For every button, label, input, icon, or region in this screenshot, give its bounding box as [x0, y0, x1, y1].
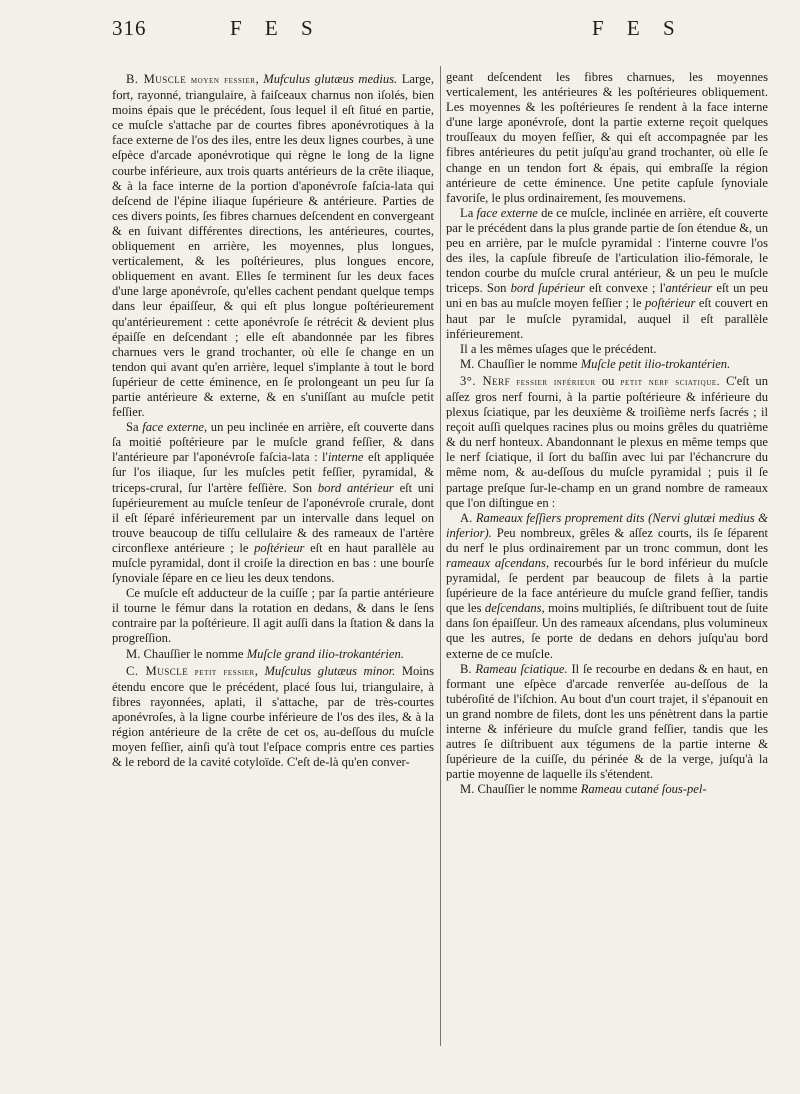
paragraph-chaussier: M. Chauſſier le nomme Muſcle grand ilio-trokantérien. — [126, 646, 404, 661]
page-number: 316 — [112, 16, 147, 40]
paragraph-petit-fessier: C. Muscle petit fessier, Muſculus glutæus minor. Moins étendu encore que le précédent, placé ſous lui, triangulaire, à fibres rayonnées, aplati, il s'attache, par de très-courtes aponévroſes, à la ligne courbe inférieure de l'os des iles, & à la région antérieure de la crête de cet os, au-deſſous du muſcle moyen feſſier, ainſi qu'à tout l'eſpace compris entre ces parties & le rebord de la cavité cotyloïde. C'eſt de-là qu'en conver- — [112, 663, 435, 770]
paragraph-text: Large, fort, rayonné, triangulaire, à faiſceaux charnus non iſolés, bien moins épais que le précédent, ſous lequel il eſt ſitué en partie, ce muſcle s'attache par de courtes fibres aponévrotiques à la face externe de l'os des iles, entre les deux lignes courbes, à une eſpèce d'arcade aponévrotique qui règne le long de la ligne courbe inférieure, aux trois quarts antérieurs de la crête iliaque, & à la face interne de la portion d'aponévroſe faſcia-lata qui deſcend de l'épine iliaque ſupérieure & antérieure. Parties de ces divers points, ſes fibres charnues deſcendent en convergeant & en ſuivant différentes directions, les antérieures, courtes, obliquement en arrière, les moyennes, plus longues, verticalement, & les poſtérieures, plus longues encore, obliquement en avant. Elles ſe terminent ſur les deux faces d'une large aponévroſe, qu'elles cachent pendant quelque temps dans leur épaiſſeur, & qui eſt plus longue poſtérieurement qu'antérieurement : cette aponévroſe ſe rétrécit & devient plus épaiſſe en deſcendant ; elle eſt abandonnée par les fibres charnues vers le grand trochanter, où elle ſe change en un tendon qui avant qu'en arrière, lequel s'implante à tout le bord ſupérieur de cette éminence, en ſe prolongeant un peu ſur ſa partie antérieure & externe, & en s'uniſſant au muſcle petit feſſier. — [112, 72, 435, 420]
paragraph-face-externe: Sa face externe, un peu inclinée en arrière, eſt couverte dans ſa moitié poſtérieure par le muſcle grand feſſier, & dans l'antérieure par l'aponévroſe faſcia-lata : l'interne eſt appliquée ſur l'os iliaque, ſur les muſcles petit feſſier, pyramidal, & triceps-crural, ſur l'artère feſſière. Son bord antérieur eſt uni ſupérieurement au muſcle tenſeur de l'aponévroſe crurale, dont il eſt ſéparé inférieurement par un intervalle dans lequel on trouve beaucoup de tiſſu cellulaire & des rameaux de l'artère circonflexe antérieure ; le poſtérieur eſt en haut parallèle au muſcle pyramidal, dont il croiſe la direction en bas : une bourſe ſynoviale ſépare en ce lieu les deux tendons. — [112, 420, 435, 586]
running-head-left: F E S — [230, 16, 322, 40]
section-head: C. Muscle — [126, 663, 189, 678]
right-column — [446, 70, 768, 798]
latin-name: Mufculus glutæus medius. — [263, 72, 398, 86]
paragraph-face-externe-petit: La face externe de ce muſcle, inclinée en arrière, eſt couverte par le précédent dans la plus grande partie de ſon étendue &, un peu en arrière, par le muſcle pyramidal : l'interne couvre l'os des iles, la capſule fibreuſe de l'articulation ilio-fémorale, le tendon courbe du muſcle crural antérieur, & un peu le muſcle triceps. Son bord ſupérieur eſt convexe ; l'antérieur eſt un peu uni en bas au muſcle moyen feſſier ; le poſtérieur eſt couvert en haut par le muſcle pyramidal, auquel il eſt parallèle inférieurement. — [446, 205, 769, 341]
paragraph-continuation: geant deſcendent les fibres charnues, les moyennes verticalement, les antérieures & les poſtérieures obliquement. Les moyennes & les poſtérieures ſe rendent à la face interne d'une large aponévroſe, dont la partie externe reçoit quelques trouſſeaux du moyen feſſier, & qui eſt accompagnée par les fibres antérieures du petit juſqu'au grand trochanter, où elle ſe change en un tendon fort & épais, qui embraſſe la région antérieure de cette éminence. Une petite capſule ſynoviale favoriſe, le plus ordinairement, ſes mouvemens. — [446, 70, 768, 205]
paragraph-function: Ce muſcle eſt adducteur de la cuiſſe ; par ſa partie antérieure il tourne le fémur dans la rotation en dedans, & dans le ſens contraire par la poſtérieure. Il agit auſſi dans la ſtation & dans la progreſſion. — [112, 586, 434, 646]
section-head-smallcaps: petit fessier — [194, 666, 255, 678]
section-head: B. Muscle — [126, 72, 187, 86]
page-header — [0, 16, 800, 50]
running-head-right: F E S — [592, 16, 684, 40]
paragraph-chaussier-rameau: M. Chauſſier le nomme Rameau cutané ſous-pel- — [460, 782, 707, 797]
paragraph-chaussier-petit: M. Chauſſier le nomme Muſcle petit ilio-trokantérien. — [460, 356, 731, 371]
paragraph-rameaux-fessiers: A. Rameaux feſſiers proprement dits (Nervi glutæi medius & inferior). Peu nombreux, grêles & aſſez courts, ils ſe ſéparent du nerf le plus ordinairement par un tronc commun, dont les rameaux aſcendans, recourbés ſur le bord inférieur du muſcle pyramidal, ſe perdent par beaucoup de filets à la partie ſupérieure de la face antérieure du muſcle grand feſſier, tandis que les deſcendans, moins multipliés, ſe diſtribuent tout de ſuite dans ſon épaiſſeur. Un des rameaux aſcendans, plus volumineux que les autres, ſe porte de dedans en dehors juſqu'au bord externe de ce muſcle. — [446, 510, 769, 661]
latin-name: Muſculus glutæus minor. — [264, 663, 396, 678]
paragraph-usages: Il a les mêmes uſages que le précédent. — [460, 341, 657, 356]
section-head: 3°. Nerf — [460, 373, 511, 388]
paragraph-rameau-sciatique: B. Rameau ſciatique. Il ſe recourbe en dedans & en haut, en formant une eſpèce d'arcade renverſée au-deſſous de la tubéroſité de l'iſchion. Au bout d'un court trajet, il s'épanouit en un grand nombre de filets, dont les uns pénètrent dans la partie interne & inférieure du muſcle grand feſſier, tandis que les autres ſe diſtribuent aux tégumens de la partie interne & ſupérieure de la cuiſſe, du périnée & de la verge, juſqu'à la partie moyenne de laquelle ils s'étendent. — [446, 661, 768, 782]
left-column — [112, 70, 434, 770]
paragraph-moyen-fessier: B. Muscle moyen fessier, Mufculus glutæus medius. Large, fort, rayonné, triangulaire, à faiſceaux charnus non iſolés, bien moins épais que le précédent, ſous lequel il eſt ſitué en partie, ce muſcle s'attache par de courtes fibres aponévrotiques à la face externe de l'os des iles, entre les deux lignes courbes, à une eſpèce d'arcade aponévrotique qui règne le long de la ligne courbe inférieure, aux trois quarts antérieurs de la crête iliaque, & à la face interne de la portion d'aponévroſe faſcia-lata qui deſcend de l'épine iliaque ſupérieure & antérieure. Parties de ces divers points, ſes fibres charnues deſcendent en convergeant & en ſuivant différentes directions, les antérieures, courtes, obliquement en arrière, les moyennes, plus longues, verticalement, & les poſtérieures, plus longues encore, obliquement en avant. Elles ſe terminent ſur les deux faces d'une large aponévroſe, qu'elles cachent pendant quelque temps dans leur épaiſſeur, & qui eſt plus longue poſtérieurement qu'antérieurement : cette aponévroſe ſe rétrécit & devient plus épaiſſe en deſcendant ; elle eſt abandonnée par les fibres charnues vers le grand trochanter, où elle ſe change en un tendon qui avant qu'en arrière, lequel s'implante à tout le bord ſupérieur de cette éminence, en ſe prolongeant un peu ſur ſa partie antérieure & externe, & en s'uniſſant au muſcle petit feſſier. — [112, 72, 435, 420]
paragraph-nerf-fessier: 3°. Nerf fessier inférieur ou petit nerf sciatique. C'eſt un aſſez gros nerf fourni, à la partie poſtérieure & inférieure du plexus ſciatique, par les deuxième & troiſième nerfs ſacrés ; il reçoit auſſi quelques racines plus ou moins grêles du quatrième & du nerf honteux. Abandonnant le plexus en même temps que le nerf ſciatique, il ſort du baſſin avec lui par l'échancrure du même nom, & au-deſſous du muſcle pyramidal ; puis il ſe partage preſque ſur-le-champ en un grand nombre de rameaux que l'on diſtingue en : — [446, 373, 769, 510]
section-head-smallcaps: moyen fessier — [190, 75, 256, 86]
column-divider — [440, 66, 441, 1046]
